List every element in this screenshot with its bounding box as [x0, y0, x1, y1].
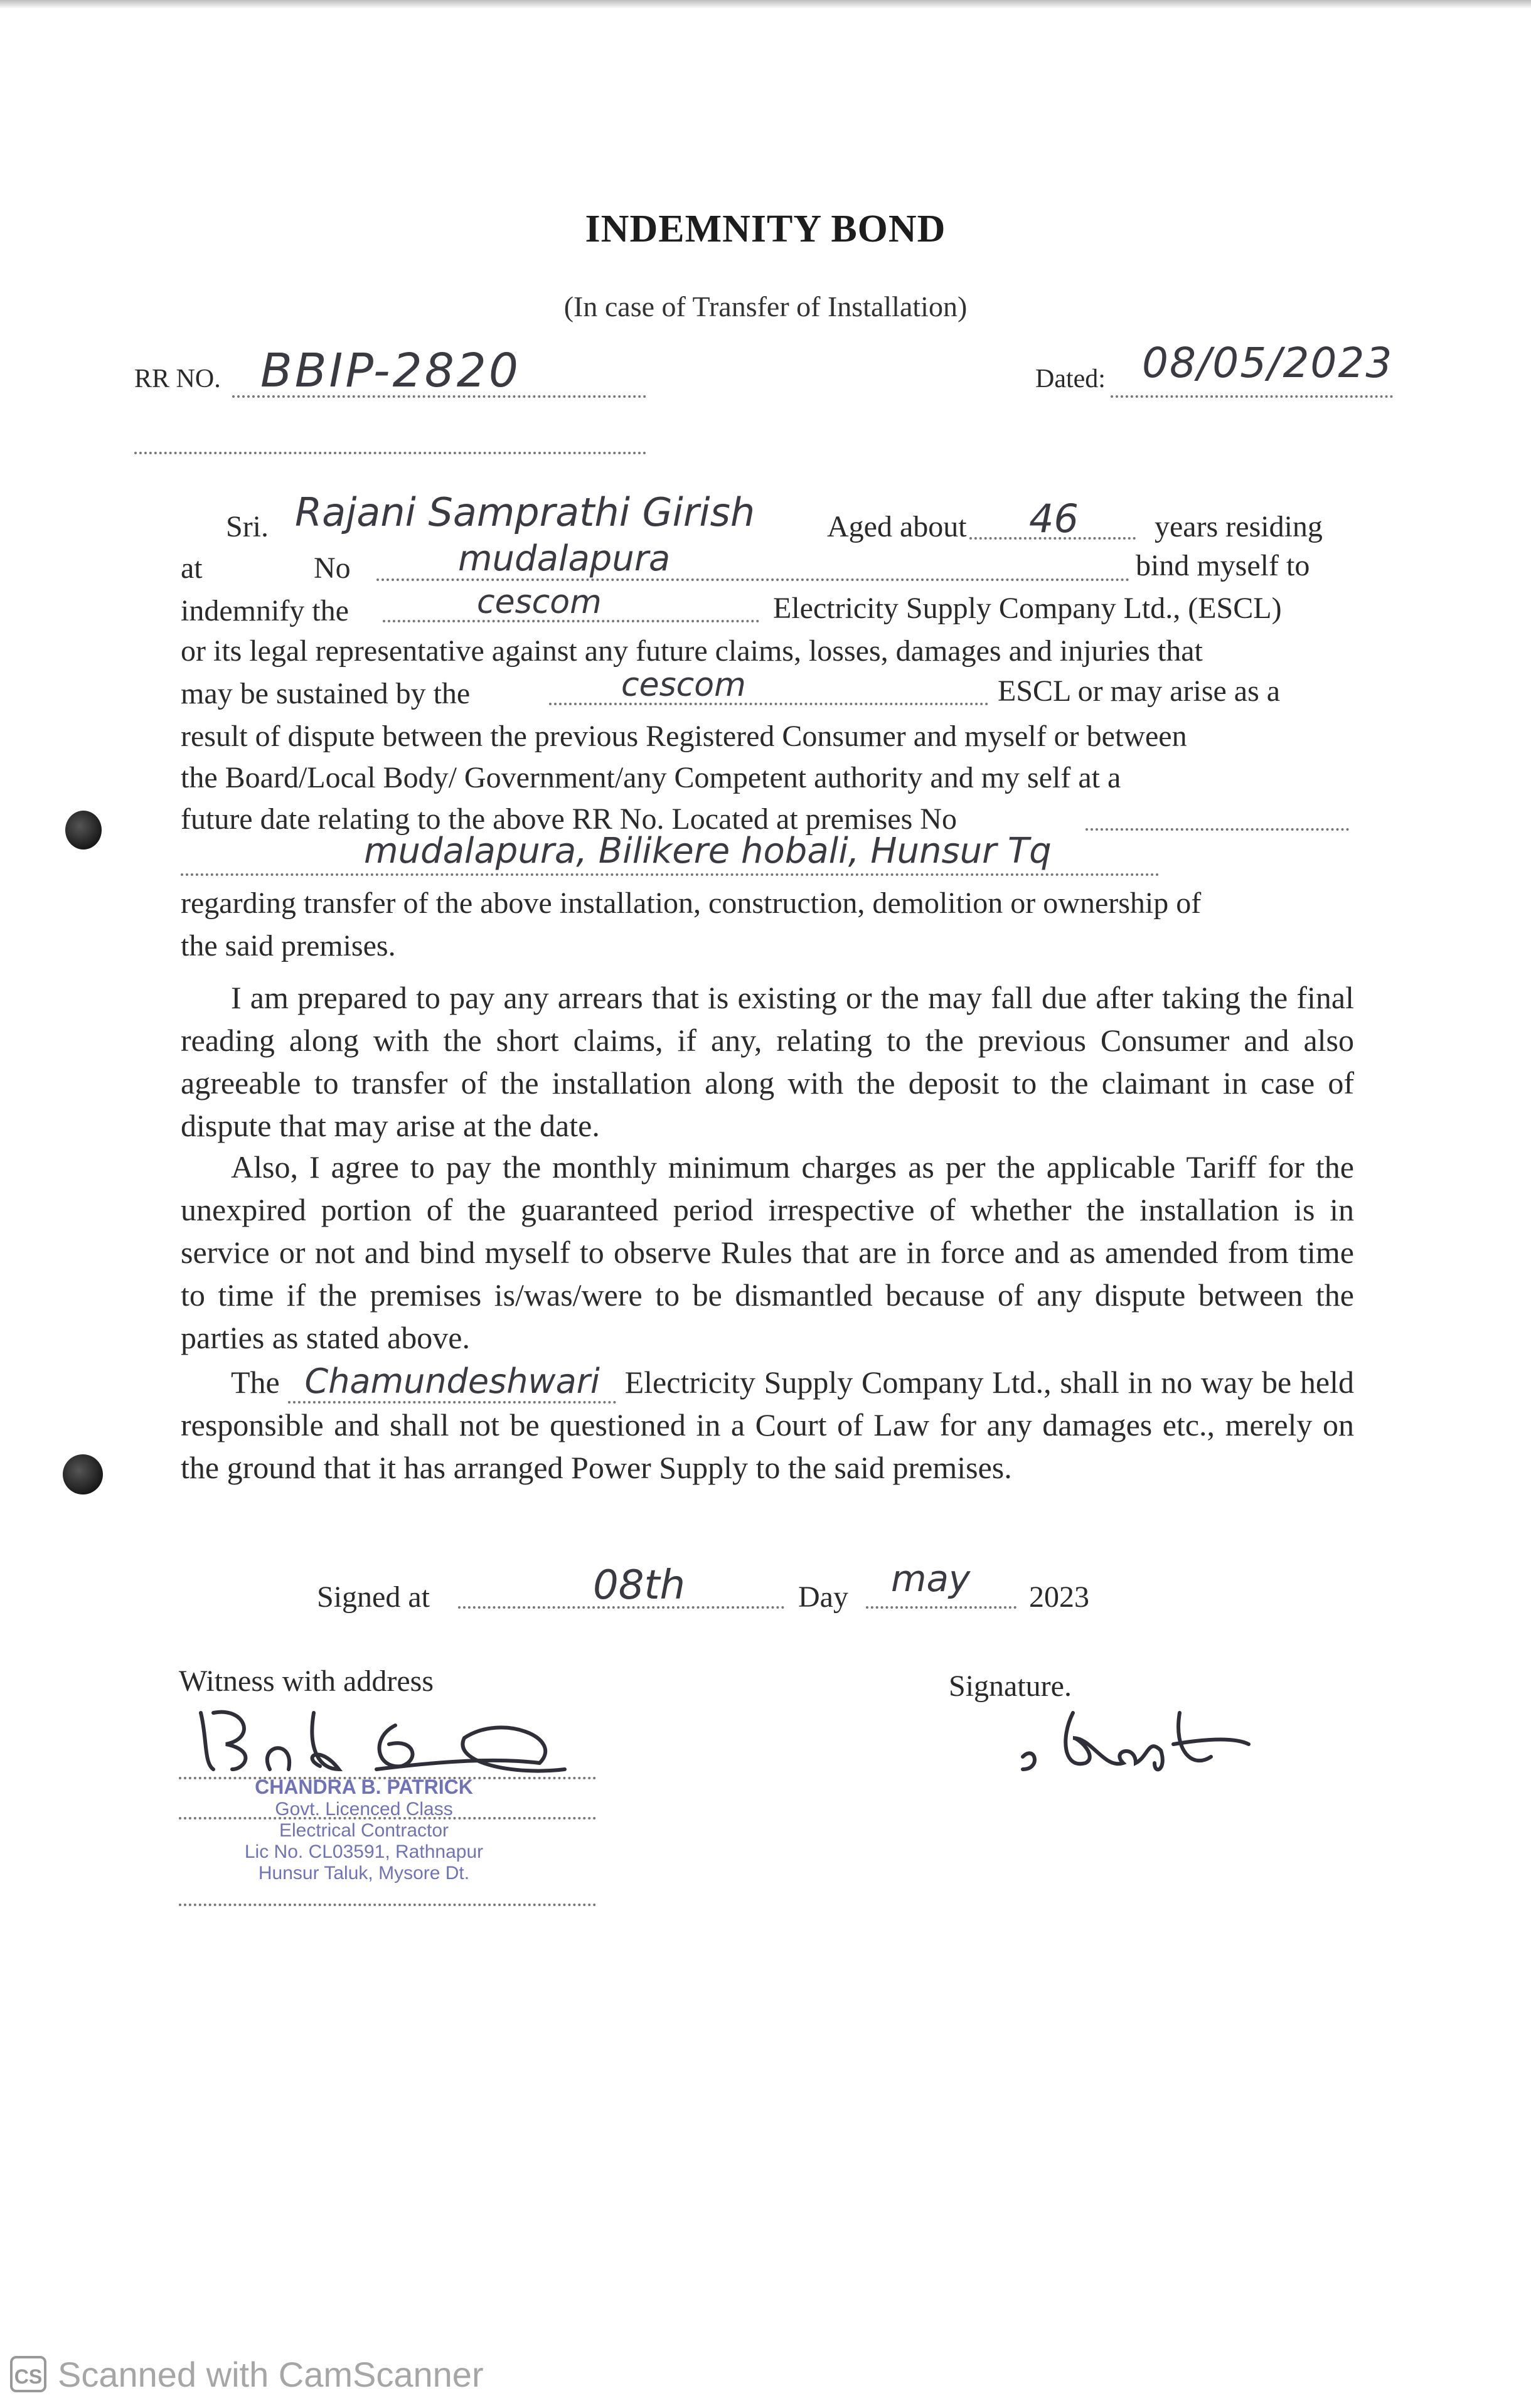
indemnity-line-10: regarding transfer of the above installation, construction, demolition or ownership of [181, 887, 1202, 920]
may-be-sustained-label: may be sustained by the [181, 677, 471, 710]
company2-line [549, 703, 988, 705]
rr-no-value: BBIP-2820 [260, 344, 521, 398]
day-label: Day [798, 1580, 848, 1614]
tariff-paragraph [181, 1146, 1354, 1359]
punch-hole-bottom [63, 1454, 103, 1494]
dated-value: 08/05/2023 [1142, 339, 1394, 387]
responsibility-paragraph [181, 1360, 1354, 1489]
witness-line-3 [179, 1904, 596, 1906]
stamp-line-licence: Govt. Licenced Class [275, 1799, 453, 1819]
escl-label: Electricity Supply Company Ltd., (ESCL) [773, 592, 1282, 625]
the-label: The [231, 1365, 280, 1400]
indemnity-line-6: result of dispute between the previous Registered Consumer and myself or between [181, 720, 1187, 753]
stamp-line-name: CHANDRA B. PATRICK [255, 1776, 473, 1798]
indemnity-line-8: future date relating to the above RR No. Located at premises No [181, 802, 957, 836]
arrears-paragraph [181, 976, 1354, 1147]
document-subtitle: (In case of Transfer of Installation) [563, 290, 968, 322]
at-label: at [181, 551, 203, 585]
responsibility-text: Electricity Supply Company Ltd., shall in no way be held responsible and shall not be questioned in a Court of Law for any damages etc., merely on the ground that it has arranged Power Supply to the said premises. [181, 1365, 1355, 1485]
address-value: mudalapura [458, 538, 671, 579]
company2-value: cescom [621, 666, 746, 704]
signed-at-label: Signed at [317, 1580, 430, 1614]
tariff-text: Also, I agree to pay the monthly minimum charges as per the applicable Tariff for the unexpired portion of the guaranteed period irrespective of whether the installation is in service or not and bind myself to observe Rules that are in force and as amended from time to time if the premises is/was/were to be dismantled because of any dispute between the parties as stated above. [181, 1149, 1354, 1355]
company3-value: Chamundeshwari [288, 1361, 616, 1404]
dated-label: Dated: [1035, 365, 1106, 393]
rr-no-label: RR NO. [134, 365, 221, 393]
document-title: INDEMNITY BOND [585, 208, 946, 250]
indemnity-line-11: the said premises. [181, 929, 396, 962]
camscanner-logo: CS [10, 2356, 46, 2392]
signed-month-value: may [891, 1557, 971, 1600]
stamp-line-contractor: Electrical Contractor [279, 1820, 449, 1841]
rr-no-extra-line [134, 452, 646, 454]
premises-value: mudalapura, Bilikere hobali, Hunsur Tq [364, 831, 1052, 871]
sri-label: Sri. [226, 510, 269, 543]
indemnity-line-4: or its legal representative against any future claims, losses, damages and injuries that [181, 634, 1203, 668]
punch-hole-top [65, 811, 102, 850]
stamp-line-address: Hunsur Taluk, Mysore Dt. [258, 1863, 470, 1883]
witness-stamp [188, 1776, 540, 1884]
company1-value: cescom [477, 583, 602, 621]
indemnity-line-7: the Board/Local Body/ Government/any Competent authority and my self at a [181, 761, 1121, 794]
name-value: Rajani Samprathi Girish [295, 489, 755, 535]
month-line [866, 1606, 1016, 1609]
aged-about-label: Aged about [827, 510, 967, 543]
escl-or-label: ESCL or may arise as a [998, 674, 1281, 708]
camscanner-watermark: Scanned with CamScanner [58, 2355, 484, 2394]
signature-label: Signature. [949, 1670, 1072, 1703]
witness-label: Witness with address [179, 1665, 434, 1698]
dated-line [1111, 395, 1393, 398]
years-residing-label: years residing [1155, 510, 1323, 543]
scan-top-edge [0, 0, 1531, 9]
arrears-text: I am prepared to pay any arrears that is existing or the may fall due after taking the final reading along with the short claims, if any, relating to the previous Consumer and also agreeable to transfer of the installation along with the deposit to the claimant in case of dispute that may arise at the date. [181, 980, 1354, 1143]
premises-line [181, 873, 1160, 876]
witness-signature [188, 1700, 590, 1782]
signed-year: 2023 [1029, 1580, 1089, 1614]
indemnify-label: indemnify the [181, 594, 349, 627]
no-label: No [314, 551, 351, 585]
signed-day-value: 08th [593, 1562, 686, 1609]
applicant-signature [1004, 1700, 1267, 1794]
premises-no-line [1086, 828, 1349, 831]
bind-myself-label: bind myself to [1136, 549, 1310, 582]
age-value: 46 [1029, 496, 1079, 541]
stamp-line-lic-no: Lic No. CL03591, Rathnapur [244, 1841, 484, 1862]
